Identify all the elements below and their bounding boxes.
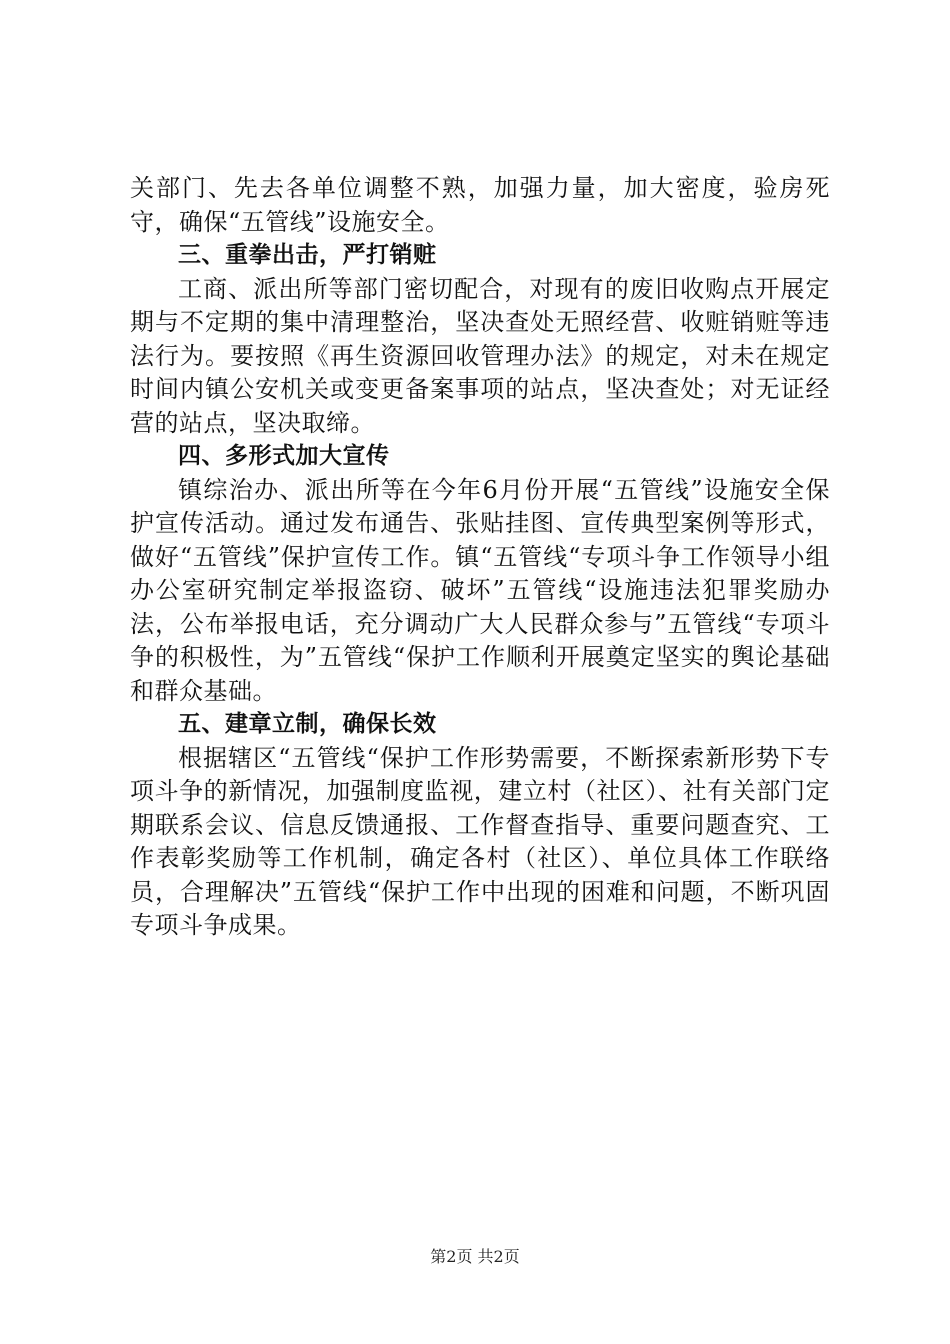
paragraph-continuation: 关部门、先去各单位调整不熟，加强力量，加大密度，验房死守，确保“五管线”设施安全。 bbox=[130, 174, 830, 236]
section-heading-3: 三、重拳出击，严打销赃 bbox=[178, 242, 437, 268]
paragraph-section-4: 镇综治办、派出所等在今年6月份开展“五管线”设施安全保护宣传活动。通过发布通告、张贴挂图、宣传典型案例等形式，做好“五管线”保护宣传工作。镇“五管线“专项斗争工作领导小组办公室研究制定举报盗窃、破坏”五管线“设施违法犯罪奖励办法，公布举报电话，充分调动广大人民群众参与”五管线“专项斗争的积极性，为”五管线“保护工作顺利开展奠定坚实的舆论基础和群众基础。 bbox=[130, 475, 830, 705]
section-heading-4: 四、多形式加大宣传 bbox=[178, 443, 390, 469]
section-heading-5: 五、建章立制，确保长效 bbox=[178, 711, 437, 737]
page-footer: 第2页 共2页 bbox=[430, 1247, 520, 1266]
paragraph-section-5: 根据辖区“五管线“保护工作形势需要，不断探索新形势下专项斗争的新情况，加强制度监视，建立村（社区）、社有关部门定期联系会议、信息反馈通报、工作督查指导、重要问题查究、工作表彰奖励等工作机制，确定各村（社区）、单位具体工作联络员，合理解决”五管线“保护工作中出现的困难和问题，不断巩固专项斗争成果。 bbox=[130, 743, 830, 939]
document-body bbox=[130, 172, 830, 943]
paragraph-section-3: 工商、派出所等部门密切配合，对现有的废旧收购点开展定期与不定期的集中清理整治，坚决查处无照经营、收赃销赃等违法行为。要按照《再生资源回收管理办法》的规定，对未在规定时间内镇公安机关或变更备案事项的站点，坚决查处；对无证经营的站点，坚决取缔。 bbox=[130, 274, 830, 437]
